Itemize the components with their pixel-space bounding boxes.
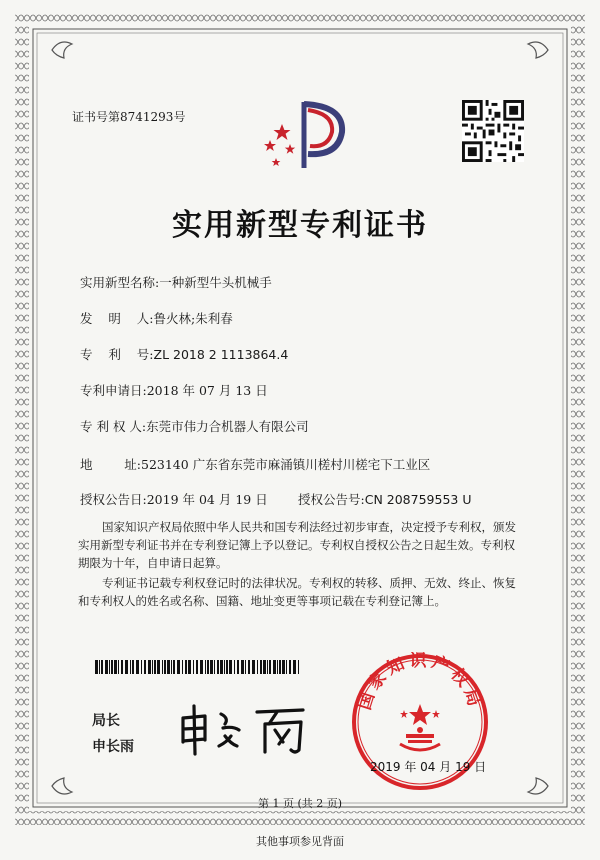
seal-date: 2019 年 04 月 19 日 (370, 760, 487, 774)
field-grant-date (80, 490, 268, 508)
field-patent-number (80, 345, 288, 363)
field-value: CN 208759553 U (364, 492, 472, 507)
field-value: 鲁火林;朱利春 (153, 311, 233, 326)
patent-office-emblem-icon (252, 96, 352, 176)
field-application-date (80, 381, 268, 399)
field-value: 2019 年 04 月 19 日 (146, 492, 268, 507)
field-label: 发 明 人: (80, 311, 154, 326)
svg-text:国家知识产权局 (355, 652, 485, 712)
certificate-title: 实用新型专利证书 (172, 208, 428, 243)
field-value: 东莞市伟力合机器人有限公司 (146, 419, 309, 434)
field-address (80, 455, 430, 473)
field-inventor (80, 309, 233, 327)
director-name: 申长雨 (92, 739, 134, 755)
field-value: ZL 2018 2 1113864.4 (153, 347, 289, 362)
seal-text: 国家知识产权局 (354, 652, 486, 713)
barcode-icon (95, 660, 300, 674)
paragraph-grant-statement: 国家知识产权局依照中华人民共和国专利法经过初步审查，决定授予专利权，颁发实用新型专利证书并在专利登记簿上予以登记。专利权自授权公告之日起生效。专利权期限为十年，自申请日起算。 (78, 520, 516, 570)
field-label: 专 利 号: (80, 347, 154, 362)
field-value: 2018 年 07 月 13 日 (146, 383, 268, 398)
field-grant-number (298, 490, 471, 508)
paragraph-legal-status: 专利证书记载专利权登记时的法律状况。专利权的转移、质押、无效、终止、恢复和专利权人的姓名或名称、国籍、地址变更等事项记载在专利登记簿上。 (78, 576, 516, 608)
field-patentee (80, 417, 309, 435)
signature-icon (175, 702, 315, 758)
page-number: 第 1 页 (共 2 页) (257, 797, 343, 810)
field-value: 一种新型牛头机械手 (159, 275, 272, 290)
field-label: 专利申请日: (80, 383, 147, 398)
field-label: 授权公告日: (80, 492, 147, 507)
field-label: 授权公告号: (298, 492, 365, 507)
field-label: 实用新型名称: (80, 275, 160, 290)
qr-code-icon (462, 100, 524, 162)
director-title: 局长 (92, 713, 120, 729)
field-utility-model-name (80, 273, 272, 291)
footer-note: 其他事项参见背面 (256, 835, 344, 848)
field-value: 523140 广东省东莞市麻涌镇川槎村川槎宅下工业区 (141, 457, 431, 472)
certificate-number: 证书号第8741293号 (72, 110, 186, 124)
field-label: 地 址: (80, 457, 141, 472)
field-label: 专 利 权 人: (80, 419, 147, 434)
